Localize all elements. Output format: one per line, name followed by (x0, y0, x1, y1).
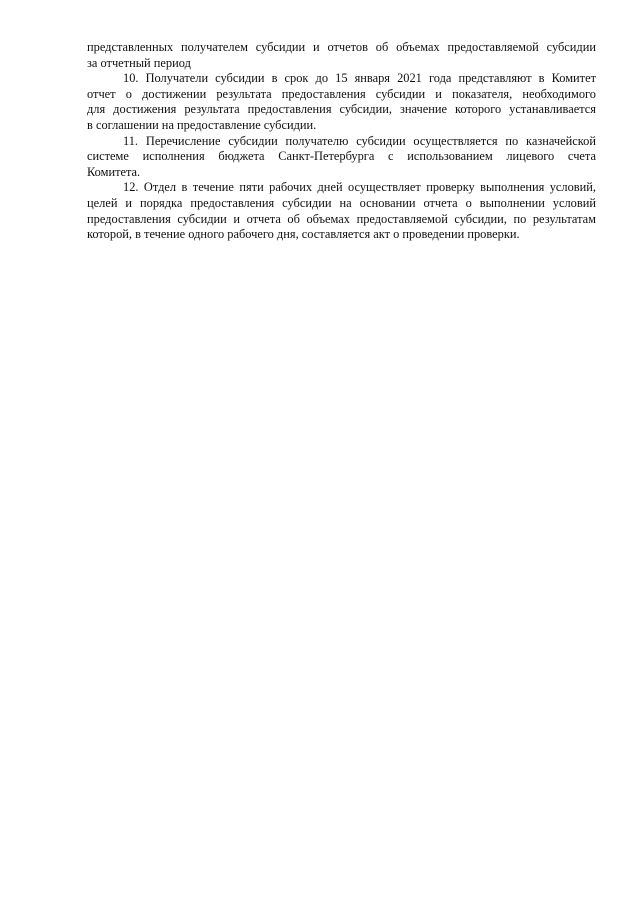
paragraph-9-line-2: за отчетный период (87, 55, 191, 70)
paragraph-10-line-3: для достижения результата предоставления субсидии, значение которого устанавливается (87, 102, 596, 117)
paragraph-10-line-1: 10. Получатели субсидии в срок до 15 января 2021 года представляют в Комитет (123, 71, 596, 86)
paragraph-12-line-2: целей и порядка предоставления субсидии на основании отчета о выполнении условий (87, 195, 596, 210)
paragraph-11-line-2: системе исполнения бюджета Санкт-Петербурга с использованием лицевого счета (87, 149, 596, 164)
paragraph-12-line-4: которой, в течение одного рабочего дня, составляется акт о проведении проверки. (87, 227, 520, 242)
paragraph-10-line-2: отчет о достижении результата предоставления субсидии и показателя, необходимого (87, 86, 596, 101)
paragraph-11-line-3: Комитета. (87, 164, 141, 179)
paragraph-12-line-3: предоставления субсидии и отчета об объемах предоставляемой субсидии, по результатам (87, 211, 596, 226)
paragraph-11-line-1: 11. Перечисление субсидии получателю субсидии осуществляется по казначейской (123, 133, 596, 148)
paragraph-12-line-1: 12. Отдел в течение пяти рабочих дней осуществляет проверку выполнения условий, (123, 180, 596, 195)
paragraph-9-line-1: представленных получателем субсидии и отчетов об объемах предоставляемой субсидии (87, 40, 596, 54)
document-body (87, 40, 596, 243)
paragraph-10-line-4: в соглашении на предоставление субсидии. (87, 117, 317, 132)
